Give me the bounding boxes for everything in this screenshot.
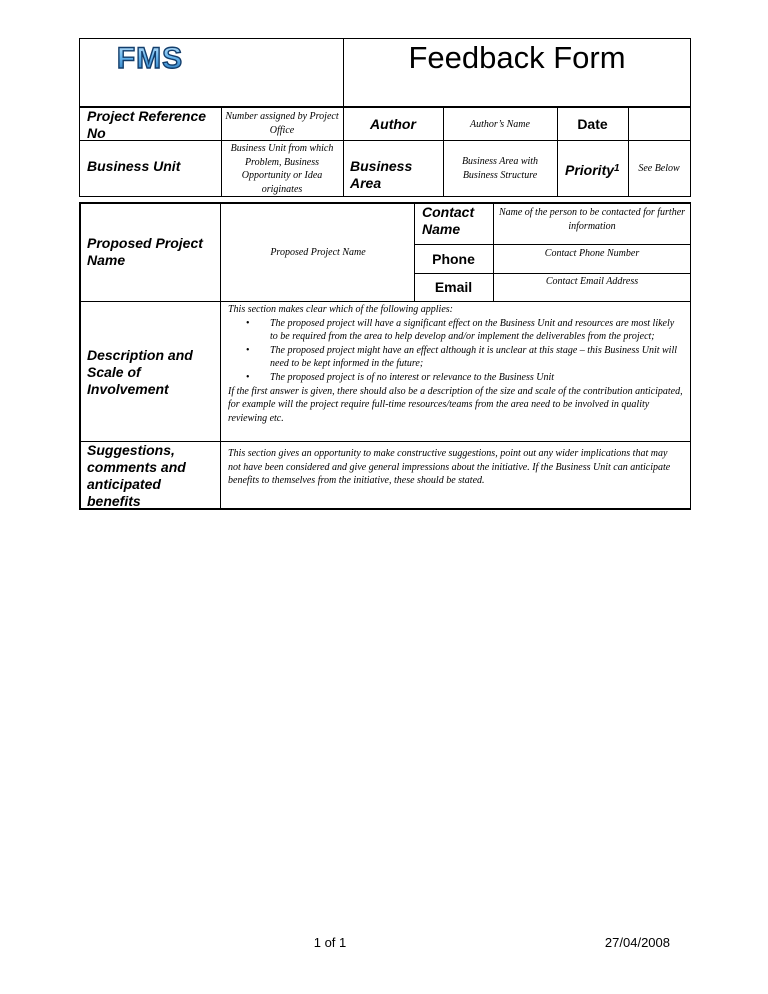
email-value: Contact Email Address	[545, 276, 639, 287]
page-number: 1 of 1	[313, 935, 347, 950]
fms-logo	[90, 42, 210, 76]
proposed-project-name-value: Proposed Project Name	[270, 247, 366, 258]
priority-label	[565, 162, 627, 179]
project-reference-label: Project Reference No	[87, 108, 207, 141]
priority-value: See Below	[638, 163, 680, 174]
proposed-project-name-label: Proposed Project Name	[87, 235, 203, 268]
description-label: Description and Scale of Involvement	[87, 347, 193, 397]
contact-name-label: Contact Name	[422, 204, 475, 237]
suggestions-text: This section gives an opportunity to make constructive suggestions, point out any wider implications that may not have been considered and give general impressions about the initiative. If the Business Unit can anticipate benefits to themselves from the initiative, these should be stated.	[228, 448, 671, 487]
author-label: Author	[370, 116, 416, 132]
logo-text: FMS	[116, 42, 184, 75]
priority-label-text: Priority	[565, 162, 615, 178]
project-reference-value: Number assigned by Project Office	[225, 111, 339, 136]
description-bullet: • The proposed project will have a significant effect on the Business Unit and resources are most likely to be required from the area to help develop and/or implement the deliverables from the project;	[228, 317, 688, 344]
description-outro: If the first answer is given, there should also be a description of the size and scale of the contribution anticipated, for example will the project require full-time resources/teams from the area need to be involved in quality reviewing etc.	[228, 385, 683, 424]
date-label: Date	[577, 116, 608, 132]
business-area-label: Business Area	[350, 158, 413, 191]
description-text	[228, 303, 688, 425]
description-intro: This section makes clear which of the following applies:	[228, 304, 453, 315]
fms-logo-graphic	[90, 42, 210, 76]
footer-date: 27/04/2008	[604, 935, 670, 950]
phone-label: Phone	[432, 251, 475, 267]
business-area-value: Business Area with Business Structure	[461, 156, 539, 181]
email-label: Email	[434, 279, 473, 295]
phone-value: Contact Phone Number	[544, 248, 640, 259]
business-unit-label: Business Unit	[87, 158, 181, 174]
suggestions-label: Suggestions, comments and anticipated benefits	[87, 442, 186, 509]
description-bullet: • The proposed project might have an effect although it is unclear at this stage – this Business Unit will need to be kept informed in the future;	[228, 344, 688, 371]
page-title: Feedback Form	[408, 40, 626, 75]
contact-name-value: Name of the person to be contacted for further information	[498, 207, 686, 232]
priority-footnote-marker: 1	[614, 163, 620, 174]
business-unit-value: Business Unit from which Problem, Business Opportunity or Idea originates	[230, 143, 334, 195]
description-bullet-list	[228, 317, 688, 385]
description-bullet: • The proposed project is of no interest or relevance to the Business Unit	[228, 371, 688, 385]
author-value: Author’s Name	[470, 119, 530, 130]
